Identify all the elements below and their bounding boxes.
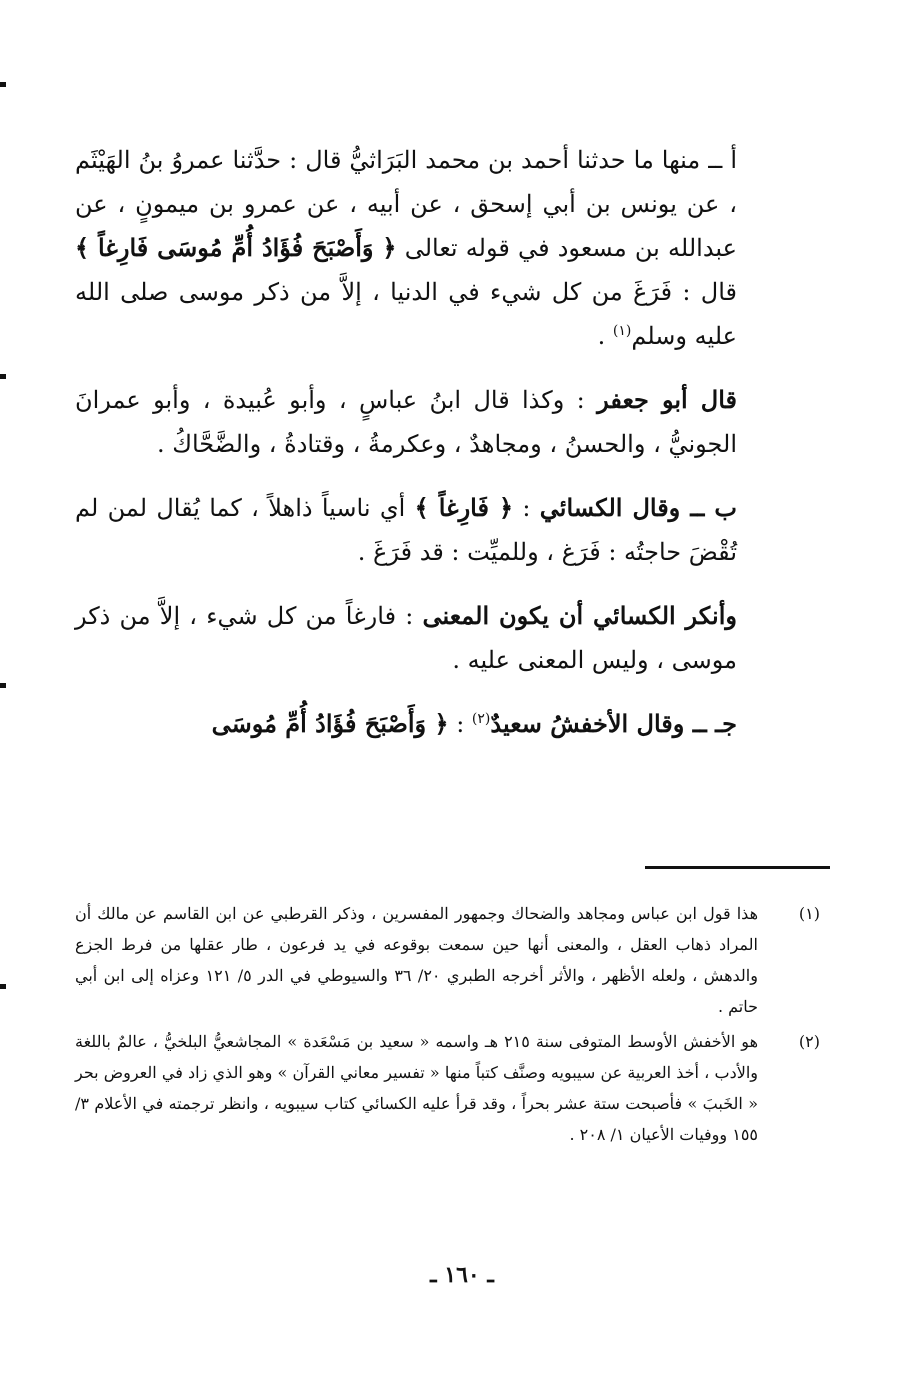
paragraph-a-text-2: قال : فَرَغَ من كل شيء في الدنيا ، إلاَّ من ذكر موسى صلى الله عليه وسلم bbox=[75, 278, 737, 350]
colon: : bbox=[513, 494, 540, 522]
margin-mark bbox=[0, 374, 6, 379]
speaker-label: جـ ــ وقال الأخفشُ سعيدٌ bbox=[490, 709, 737, 738]
paragraph-a-end: . bbox=[597, 322, 613, 350]
paragraph-ankar-text: : فارغاً من كل شيء ، إلاَّ من ذكر موسى ، وليس المعنى عليه . bbox=[75, 602, 737, 674]
margin-mark bbox=[0, 984, 6, 989]
paragraph-ankar bbox=[75, 594, 737, 682]
footnotes bbox=[75, 898, 820, 1154]
footnote-divider bbox=[645, 866, 830, 869]
footnote-text: هذا قول ابن عباس ومجاهد والضحاك وجمهور المفسرين ، وذكر القرطبي عن ابن القاسم عن مالك أن المراد ذهاب العقل ، والمعنى أنها حين سمعت بوقوعه في يد فرعون ، طار عقلها من فرط الجزع والدهش ، ولعله الأظهر ، والأثر أخرجه الطبري ٢٠/ ٣٦ والسيوطي في الدر ٥/ ١٢١ وعزاه إلى ابن أبي حاتم . bbox=[75, 904, 758, 1016]
footnote-number: (١) bbox=[798, 904, 820, 923]
speaker-label: ب ــ وقال الكسائي bbox=[539, 493, 738, 522]
quran-verse: ﴿ وَأَصْبَحَ فُؤَادُ أُمِّ مُوسَى bbox=[211, 709, 449, 738]
footnote-1 bbox=[75, 898, 820, 1022]
speaker-label: قال أبو جعفر bbox=[597, 385, 737, 414]
footnote-text: هو الأخفش الأوسط المتوفى سنة ٢١٥ هـ واسمه « سعيد بن مَسْعَدة » المجاشعيُّ البلخيُّ ، عالمٌ باللغة والأدب ، أخذ العربية عن سيبويه وصنَّف كتباً منها « تفسير معاني القرآن » وهو الذي زاد في العروض بحر « الخَببَ » فأصبحت ستة عشر بحراً ، وقد قرأ عليه الكسائي كتاب سيبويه ، وانظر ترجمته في الأعلام ٣/ ١٥٥ ووفيات الأعيان ١/ ٢٠٨ . bbox=[75, 1032, 759, 1144]
page-number: ـ ١٦٠ ـ bbox=[430, 1262, 494, 1288]
paragraph-abu-jafar bbox=[75, 378, 737, 466]
main-text bbox=[75, 138, 737, 746]
colon: : bbox=[448, 710, 472, 738]
paragraph-abu-jafar-text: : وكذا قال ابنُ عباسٍ ، وأبو عُبيدة ، وأبو عمرانَ الجونيُّ ، والحسنُ ، ومجاهدٌ ، وعكرمةُ ، وقتادةُ ، والضَّحَّاكُ . bbox=[75, 386, 737, 458]
paragraph-b bbox=[75, 486, 737, 574]
footnote-ref-1: (١) bbox=[612, 323, 632, 339]
margin-mark bbox=[0, 82, 6, 87]
quran-verse: ﴿ فَارِغاً ﴾ bbox=[414, 493, 514, 522]
margin-mark bbox=[0, 683, 6, 688]
paragraph-c bbox=[75, 702, 737, 746]
footnote-number: (٢) bbox=[798, 1032, 820, 1051]
paragraph-a bbox=[75, 138, 737, 358]
speaker-label: وأنكر الكسائي أن يكون المعنى bbox=[422, 601, 737, 630]
footnote-ref-2: (٢) bbox=[471, 711, 491, 727]
footnote-2 bbox=[75, 1026, 820, 1150]
quran-verse: ﴿ وَأَصْبَحَ فُؤَادُ أُمِّ مُوسَى فَارِغاً ﴾ bbox=[75, 233, 397, 262]
paragraph-a-text-1: أ ــ منها ما حدثنا أحمد بن محمد البَرَاثيُّ قال : حدَّثنا عمروُ بنُ الهَيْثَم ، عن يونس بن أبي إسحق ، عن أبيه ، عن عمرو بن ميمونٍ ، عن عبدالله بن مسعود في قوله تعالى bbox=[75, 146, 737, 262]
paragraph-b-text: أي ناسياً ذاهلاً ، كما يُقال لمن لم تُقْضَ حاجتُه : فَرَغ ، وللميِّت : قد فَرَغَ . bbox=[75, 494, 737, 566]
